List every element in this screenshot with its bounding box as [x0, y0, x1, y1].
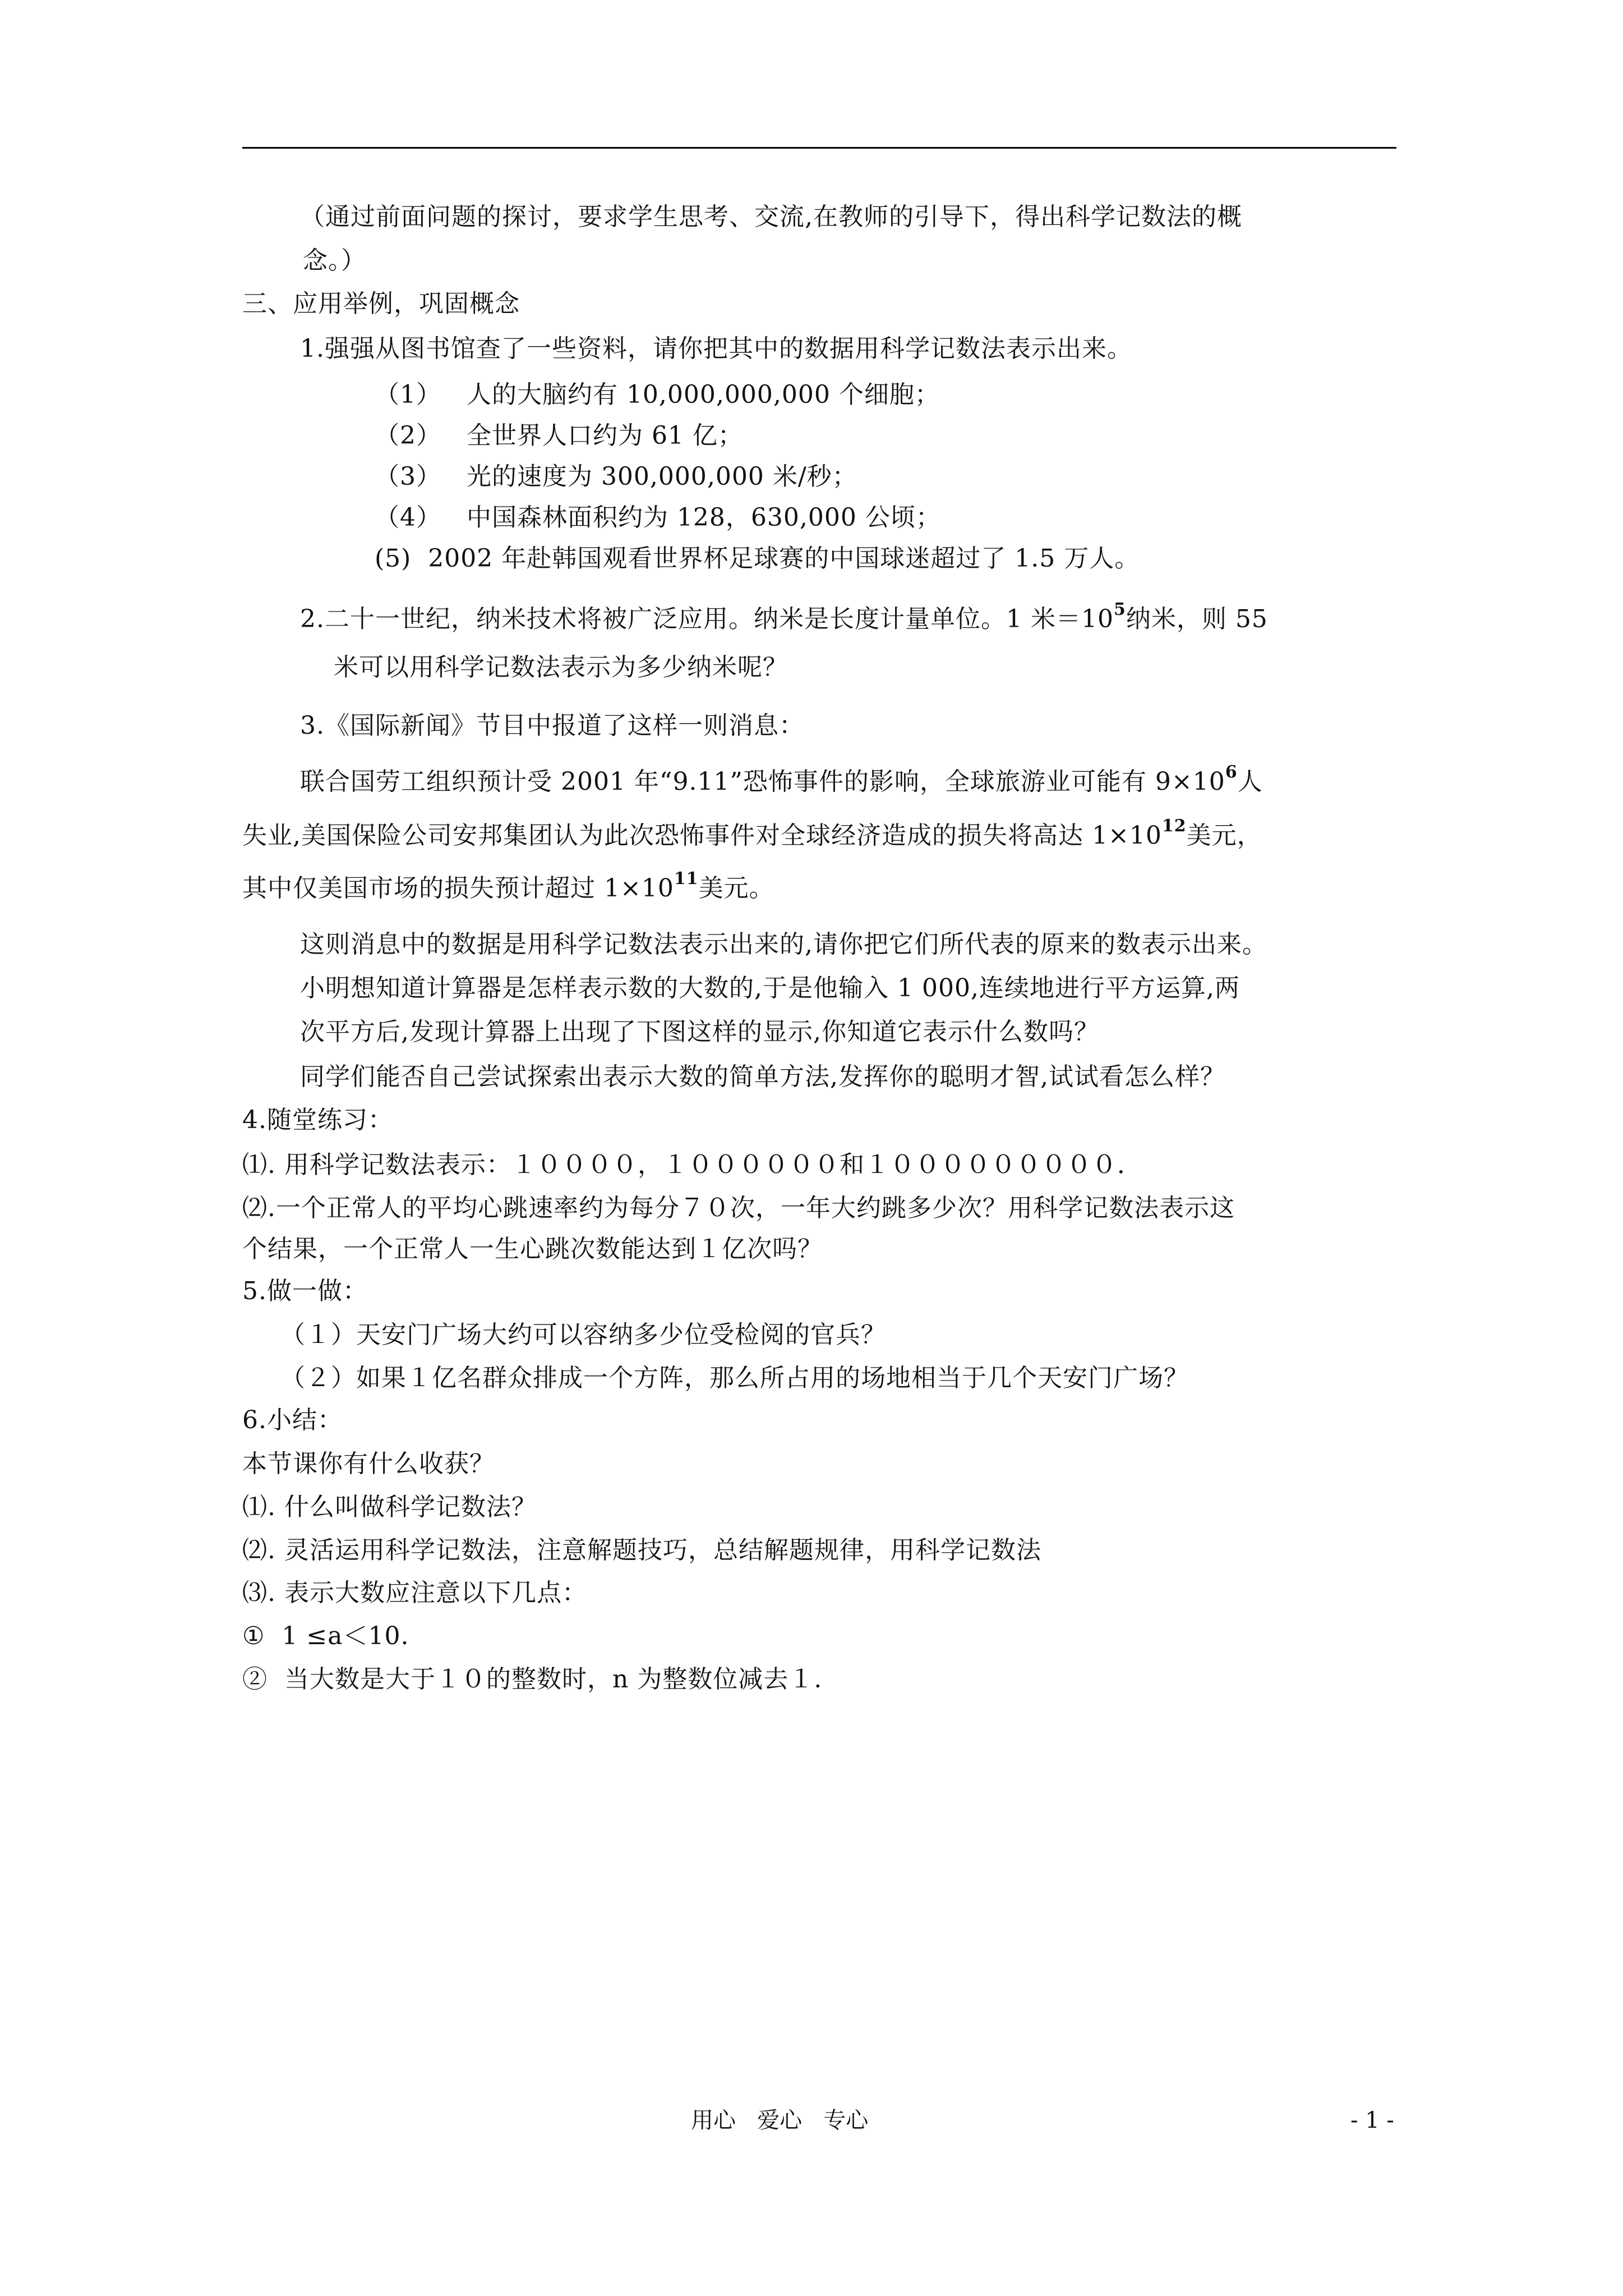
- activity-heading: 5.做一做：: [242, 1277, 368, 1305]
- news-paragraph-line: 同学们能否自己尝试探索出表示大数的简单方法,发挥你的聪明才智,试试看怎么样？: [300, 1062, 1225, 1091]
- practice-exercise: ⑵.一个正常人的平均心跳速率约为每分７０次，一年大约跳多少次？用科学记数法表示这: [242, 1194, 1235, 1222]
- activity-item: （２）如果１亿名群众排成一个方阵，那么所占用的场地相当于几个天安门广场？: [280, 1364, 1189, 1392]
- section-heading: 三、应用举例，巩固概念: [242, 289, 520, 318]
- summary-line: ⑶. 表示大数应注意以下几点：: [242, 1579, 587, 1607]
- question-1: 1.强强从图书馆查了一些资料，请你把其中的数据用科学记数法表示出来。: [300, 334, 1132, 363]
- practice-exercise: 个结果，一个正常人一生心跳次数能达到１亿次吗？: [242, 1235, 823, 1263]
- news-paragraph-line: 小明想知道计算器是怎样表示数的大数的,于是他输入 1 000,连续地进行平方运算,两: [300, 974, 1240, 1002]
- footer-motto: 用心 爱心 专心: [691, 2108, 869, 2133]
- summary-line: ① 1 ≤a＜10.: [242, 1622, 409, 1650]
- news-paragraph-line: 联合国劳工组织预计受 2001 年“9.11”恐怖事件的影响，全球旅游业可能有 $9\times 10^6$人: [300, 762, 1263, 796]
- practice-exercise: ⑴. 用科学记数法表示：１００００，１００００００和１０００００００００．: [242, 1151, 1142, 1179]
- practice-heading: 4.随堂练习：: [242, 1106, 393, 1134]
- news-paragraph-line: 这则消息中的数据是用科学记数法表示出来的,请你把它们所代表的原来的数表示出来。: [300, 930, 1267, 959]
- question-1-item: (5) 2002 年赴韩国观看世界杯足球赛的中国球迷超过了 1.5 万人。: [375, 544, 1140, 573]
- question-2-line-2: 米可以用科学记数法表示为多少纳米呢？: [334, 653, 788, 682]
- news-paragraph-line: 次平方后,发现计算器上出现了下图这样的显示,你知道它表示什么数吗？: [300, 1018, 1099, 1046]
- summary-line: ② 当大数是大于１０的整数时，n 为整数位减去１.: [242, 1665, 823, 1694]
- question-2-line-1: 2.二十一世纪，纳米技术将被广泛应用。纳米是长度计量单位。1 米$=10^5$纳米，则 55: [300, 600, 1268, 633]
- page-number: - 1 -: [1350, 2108, 1394, 2133]
- summary-line: ⑵. 灵活运用科学记数法，注意解题技巧，总结解题规律，用科学记数法: [242, 1536, 1041, 1565]
- question-3-intro: 3.《国际新闻》节目中报道了这样一则消息：: [300, 711, 804, 740]
- summary-line: ⑴. 什么叫做科学记数法？: [242, 1493, 537, 1521]
- news-paragraph-line: 失业,美国保险公司安邦集团认为此次恐怖事件对全球经济造成的损失将高达 $1\times 10^{12}$美元，: [242, 816, 1262, 850]
- intro-line-2: 念。）: [303, 246, 366, 275]
- intro-line-1: （通过前面问题的探讨，要求学生思考、交流,在教师的引导下，得出科学记数法的概: [300, 203, 1242, 231]
- activity-item: （１）天安门广场大约可以容纳多少位受检阅的官兵？: [280, 1320, 886, 1349]
- question-1-item: （4） 中国森林面积约为 128，630,000 公顷；: [375, 503, 941, 532]
- header-rule: [242, 147, 1396, 149]
- summary-heading: 6.小结：: [242, 1406, 343, 1434]
- summary-line: 本节课你有什么收获？: [242, 1450, 495, 1478]
- news-paragraph-line: 其中仅美国市场的损失预计超过 $1\times 10^{11}$美元。: [242, 869, 774, 903]
- question-1-item: （1） 人的大脑约有 10,000,000,000 个细胞；: [375, 380, 940, 409]
- question-1-item: （2） 全世界人口约为 61 亿；: [375, 421, 743, 450]
- question-1-item: （3） 光的速度为 300,000,000 米/秒；: [375, 462, 857, 491]
